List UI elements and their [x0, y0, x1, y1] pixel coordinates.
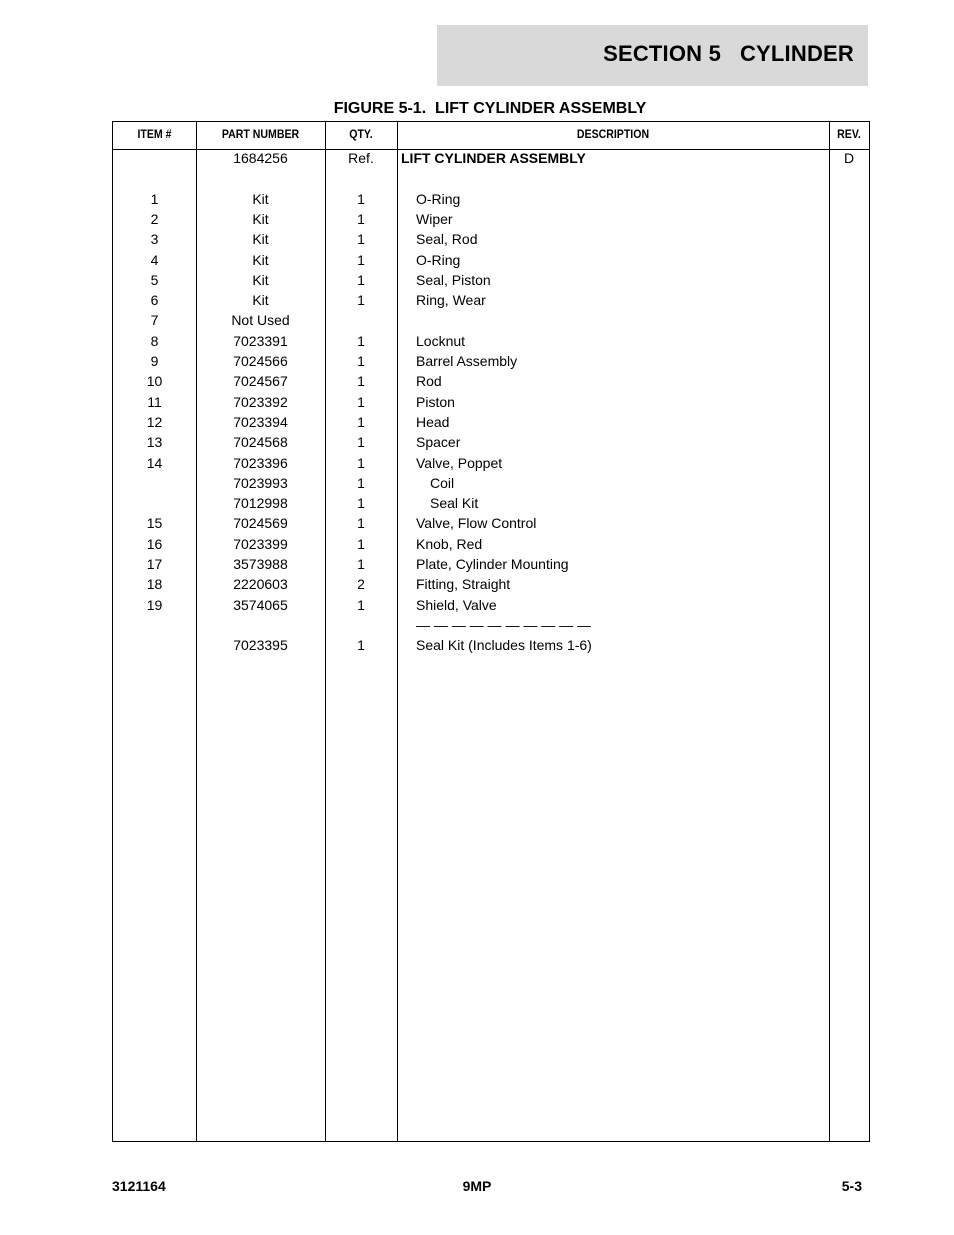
part-number-cell: Kit	[252, 251, 269, 268]
item-number-cell: 10	[146, 373, 163, 390]
part-number-cell: 7024569	[233, 515, 288, 532]
table-row	[113, 536, 869, 556]
header-qty: QTY.	[349, 127, 373, 141]
qty-cell: 1	[357, 292, 365, 309]
item-number-cell: 17	[146, 556, 163, 572]
table-row	[113, 292, 869, 312]
qty-cell: 1	[357, 596, 365, 613]
part-number-cell: 1684256	[233, 150, 288, 166]
table-row	[113, 495, 869, 515]
item-number-cell: 13	[146, 434, 163, 451]
qty-cell: 1	[357, 413, 365, 430]
parts-table	[112, 121, 870, 1142]
part-number-cell: 7024566	[233, 353, 288, 369]
description-cell: Seal, Piston	[416, 271, 491, 288]
rev-cell: D	[843, 150, 855, 166]
description-cell: Wiper	[416, 210, 453, 227]
description-cell: Barrel Assembly	[416, 353, 518, 369]
table-row	[113, 637, 869, 657]
qty-cell: 1	[357, 474, 365, 491]
qty-cell: 1	[357, 210, 365, 227]
qty-cell: 1	[357, 231, 365, 248]
qty-cell: 1	[357, 271, 365, 288]
table-row	[113, 617, 869, 637]
header-part-number: PART NUMBER	[221, 127, 300, 141]
qty-cell: 1	[357, 332, 365, 349]
item-number-cell: 1	[150, 190, 159, 207]
description-cell: Seal Kit	[430, 495, 479, 512]
table-row	[113, 150, 869, 170]
description-cell: Ring, Wear	[416, 292, 486, 309]
part-number-cell: 7024567	[233, 373, 288, 390]
table-row	[113, 515, 869, 535]
table-row	[113, 211, 869, 231]
qty-cell: 1	[357, 637, 365, 654]
part-number-cell: Kit	[252, 210, 269, 227]
part-number-cell: 7023993	[233, 474, 288, 491]
table-row	[113, 373, 869, 393]
table-row	[113, 272, 869, 292]
qty-cell: 1	[357, 556, 365, 572]
qty-cell: 1	[357, 535, 365, 552]
qty-cell: 1	[357, 373, 365, 390]
description-cell: Head	[416, 413, 450, 430]
part-number-cell: 3574065	[233, 596, 288, 613]
table-row	[113, 434, 869, 454]
part-number-cell: Kit	[252, 231, 269, 248]
item-number-cell: 2	[150, 210, 159, 227]
table-row	[113, 170, 869, 190]
description-cell: Rod	[416, 373, 442, 390]
item-number-cell: 11	[147, 393, 162, 410]
figure-title: FIGURE 5-1. LIFT CYLINDER ASSEMBLY	[333, 100, 647, 117]
table-row	[113, 455, 869, 475]
qty-cell: 1	[357, 434, 365, 451]
description-cell: Piston	[416, 393, 455, 410]
table-row	[113, 312, 869, 332]
footer-model: 9MP	[462, 1178, 492, 1194]
table-row	[113, 333, 869, 353]
description-cell: Plate, Cylinder Mounting	[416, 556, 569, 572]
qty-cell: Ref.	[348, 150, 374, 166]
part-number-cell: 7012998	[233, 495, 288, 512]
table-row	[113, 394, 869, 414]
item-number-cell: 14	[146, 454, 163, 471]
part-number-cell: 7023394	[233, 413, 288, 430]
header-rev: REV.	[837, 127, 861, 141]
footer-document-number: 3121164	[112, 1178, 166, 1194]
table-row	[113, 597, 869, 617]
item-number-cell: 4	[150, 251, 159, 268]
table-row	[113, 191, 869, 211]
part-number-cell: Kit	[252, 190, 269, 207]
description-cell: Valve, Flow Control	[416, 515, 537, 532]
item-number-cell: 12	[146, 413, 163, 430]
item-number-cell: 16	[146, 535, 163, 552]
qty-cell: 2	[357, 576, 365, 593]
description-cell: O-Ring	[416, 251, 461, 268]
description-cell: Valve, Poppet	[416, 454, 503, 471]
footer-page-number: 5-3	[841, 1178, 862, 1194]
header-description: DESCRIPTION	[576, 127, 650, 141]
part-number-cell: Not Used	[231, 312, 290, 329]
item-number-cell: 6	[150, 292, 159, 309]
part-number-cell: 7024568	[233, 434, 288, 451]
part-number-cell: 2220603	[233, 576, 288, 593]
qty-cell: 1	[357, 353, 365, 369]
part-number-cell: Kit	[252, 292, 269, 309]
description-cell: — — — — — — — — — —	[416, 616, 592, 633]
item-number-cell: 15	[146, 515, 163, 532]
qty-cell: 1	[357, 190, 365, 207]
item-number-cell: 18	[146, 576, 163, 593]
part-number-cell: 7023392	[233, 393, 288, 410]
item-number-cell: 9	[150, 353, 159, 369]
description-cell: Seal Kit (Includes Items 1-6)	[416, 637, 592, 654]
description-cell: O-Ring	[416, 190, 461, 207]
part-number-cell: 3573988	[233, 556, 288, 572]
qty-cell: 1	[357, 515, 365, 532]
table-row	[113, 414, 869, 434]
item-number-cell: 7	[150, 312, 159, 329]
table-row	[113, 353, 869, 373]
description-cell: Seal, Rod	[416, 231, 478, 248]
description-cell: LIFT CYLINDER ASSEMBLY	[401, 150, 586, 166]
item-number-cell: 3	[150, 231, 159, 248]
part-number-cell: 7023396	[233, 454, 288, 471]
part-number-cell: 7023399	[233, 535, 288, 552]
description-cell: Fitting, Straight	[416, 576, 511, 593]
item-number-cell: 8	[150, 332, 159, 349]
table-row	[113, 252, 869, 272]
section-banner	[437, 25, 868, 86]
description-cell: Coil	[430, 474, 455, 491]
part-number-cell: 7023391	[233, 332, 288, 349]
qty-cell: 1	[357, 454, 365, 471]
item-number-cell: 5	[150, 271, 159, 288]
qty-cell: 1	[357, 495, 365, 512]
part-number-cell: 7023395	[233, 637, 288, 654]
description-cell: Spacer	[416, 434, 461, 451]
table-row	[113, 556, 869, 576]
part-number-cell: Kit	[252, 271, 269, 288]
item-number-cell: 19	[146, 596, 163, 613]
header-item: ITEM #	[137, 127, 172, 141]
section-title: SECTION 5 CYLINDER	[603, 41, 854, 66]
description-cell: Shield, Valve	[416, 596, 497, 613]
table-row	[113, 576, 869, 596]
description-cell: Knob, Red	[416, 535, 483, 552]
qty-cell: 1	[357, 251, 365, 268]
description-cell: Locknut	[416, 332, 466, 349]
table-row	[113, 475, 869, 495]
qty-cell: 1	[357, 393, 365, 410]
table-row	[113, 231, 869, 251]
